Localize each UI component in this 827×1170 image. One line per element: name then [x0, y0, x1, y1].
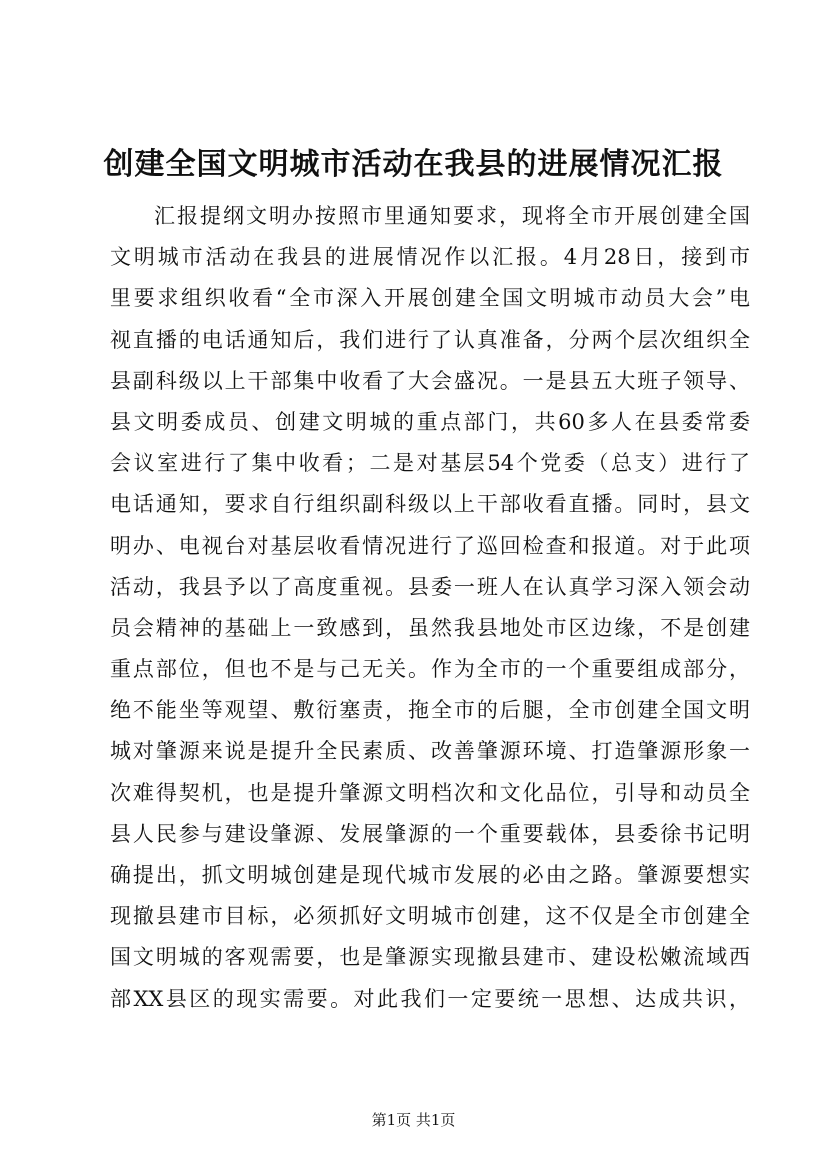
body-line: 活动，我县予以了高度重视。县委一班人在认真学习深入领会动 [110, 574, 750, 599]
body-line: 城对肇源来说是提升全民素质、改善肇源环境、打造肇源形象一 [110, 739, 750, 764]
body-line: 文明城市活动在我县的进展情况作以汇报。4月28日，接到市 [110, 245, 750, 270]
body-line: 员会精神的基础上一致感到，虽然我县地处市区边缘，不是创建 [110, 615, 750, 640]
body-line: 汇报提纲文明办按照市里通知要求，现将全市开展创建全国 [154, 204, 750, 228]
body-line: 确提出，抓文明城创建是现代城市发展的必由之路。肇源要想实 [110, 863, 750, 887]
body-line: 现撤县建市目标，必须抓好文明城市创建，这不仅是全市创建全 [110, 904, 750, 929]
body-line: 电话通知，要求自行组织副科级以上干部收看直播。同时，县文 [110, 492, 750, 517]
body-line: 县文明委成员、创建文明城的重点部门，共60多人在县委常委 [110, 409, 750, 434]
body-line: 视直播的电话通知后，我们进行了认真准备，分两个层次组织全 [110, 327, 750, 352]
body-line: 绝不能坐等观望、敷衍塞责，拖全市的后腿，全市创建全国文明 [110, 698, 750, 723]
body-line: 里要求组织收看“全市深入开展创建全国文明城市动员大会”电 [110, 286, 750, 311]
body-line: 次难得契机，也是提升肇源文明档次和文化品位，引导和动员全 [110, 780, 750, 805]
document-body [110, 196, 750, 1020]
body-line: 部XX县区的现实需要。对此我们一定要统一思想、达成共识， [110, 986, 750, 1011]
body-line: 明办、电视台对基层收看情况进行了巡回检查和报道。对于此项 [110, 533, 750, 558]
document-title: 创建全国文明城市活动在我县的进展情况汇报 [103, 147, 724, 182]
body-line: 县人民参与建设肇源、发展肇源的一个重要载体，县委徐书记明 [110, 821, 750, 846]
body-line: 国文明城的客观需要，也是肇源实现撤县建市、建设松嫩流域西 [110, 945, 750, 970]
body-line: 县副科级以上干部集中收看了大会盛况。一是县五大班子领导、 [110, 368, 750, 393]
body-line: 重点部位，但也不是与己无关。作为全市的一个重要组成部分， [110, 657, 750, 682]
body-line: 会议室进行了集中收看；二是对基层54个党委（总支）进行了 [110, 451, 750, 476]
page-footer: 第1页 共1页 [371, 1111, 456, 1129]
